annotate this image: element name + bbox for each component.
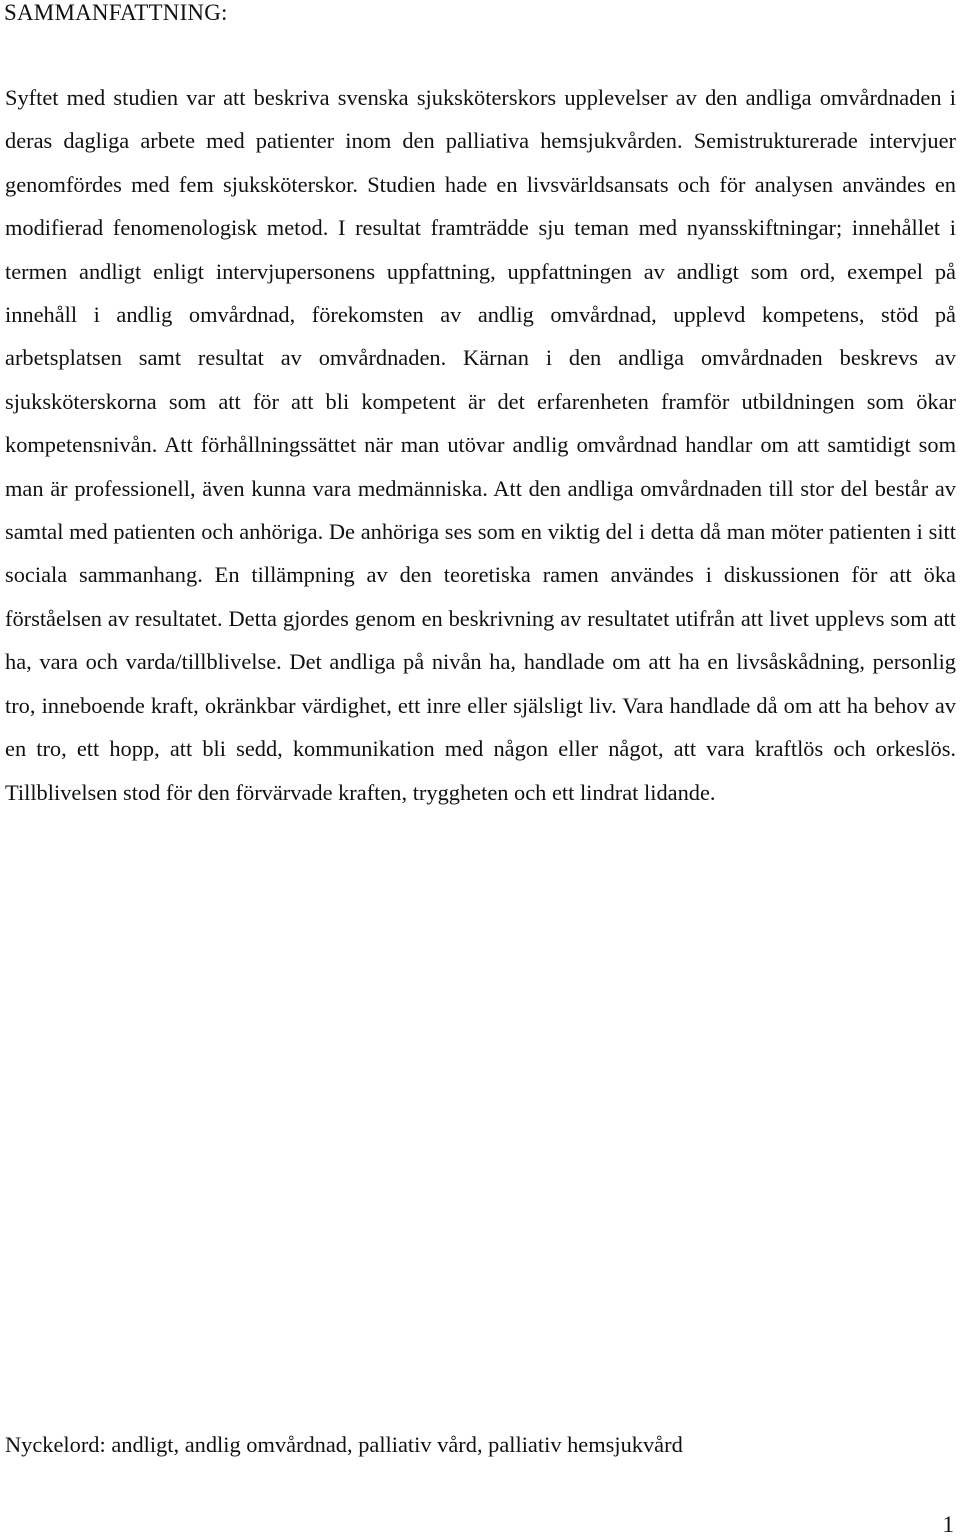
page-number: 1 xyxy=(942,1512,954,1537)
section-heading: SAMMANFATTNING: xyxy=(4,0,228,25)
keywords-line: Nyckelord: andligt, andlig omvårdnad, palliativ vård, palliativ hemsjukvård xyxy=(5,1432,683,1457)
abstract-paragraph: Syftet med studien var att beskriva svenska sjuksköterskors upplevelser av den andliga omvårdnaden i deras dagliga arbete med patienter inom den palliativa hemsjukvården. Semistrukturerade intervjuer genomfördes med fem sjuksköterskor. Studien hade en livsvärldsansats och för analysen användes en modifierad fenomenologisk metod. I resultat framträdde sju teman med nyansskiftningar; innehållet i termen andligt enligt intervjupersonens uppfattning, uppfattningen av andligt som ord, exempel på innehåll i andlig omvårdnad, förekomsten av andlig omvårdnad, upplevd kompetens, stöd på arbetsplatsen samt resultat av omvårdnaden. Kärnan i den andliga omvårdnaden beskrevs av sjuksköterskorna som att för att bli kompetent är det erfarenheten framför utbildningen som ökar kompetensnivån. Att förhållningssättet när man utövar andlig omvårdnad handlar om att samtidigt som man är professionell, även kunna vara medmänniska. Att den andliga omvårdnaden till stor del består av samtal med patienten och anhöriga. De anhöriga ses som en viktig del i detta då man möter patienten i sitt sociala sammanhang. En tillämpning av den teoretiska ramen användes i diskussionen för att öka förståelsen av resultatet. Detta gjordes genom en beskrivning av resultatet utifrån att livet upplevs som att ha, vara och varda/tillblivelse. Det andliga på nivån ha, handlade om att ha en livsåskådning, personlig tro, inneboende kraft, okränkbar värdighet, ett inre eller själsligt liv. Vara handlade då om att ha behov av en tro, ett hopp, att bli sedd, kommunikation med någon eller något, att vara kraftlös och orkeslös. Tillblivelsen stod för den förvärvade kraften, tryggheten och ett lindrat lidande. xyxy=(5,85,956,805)
